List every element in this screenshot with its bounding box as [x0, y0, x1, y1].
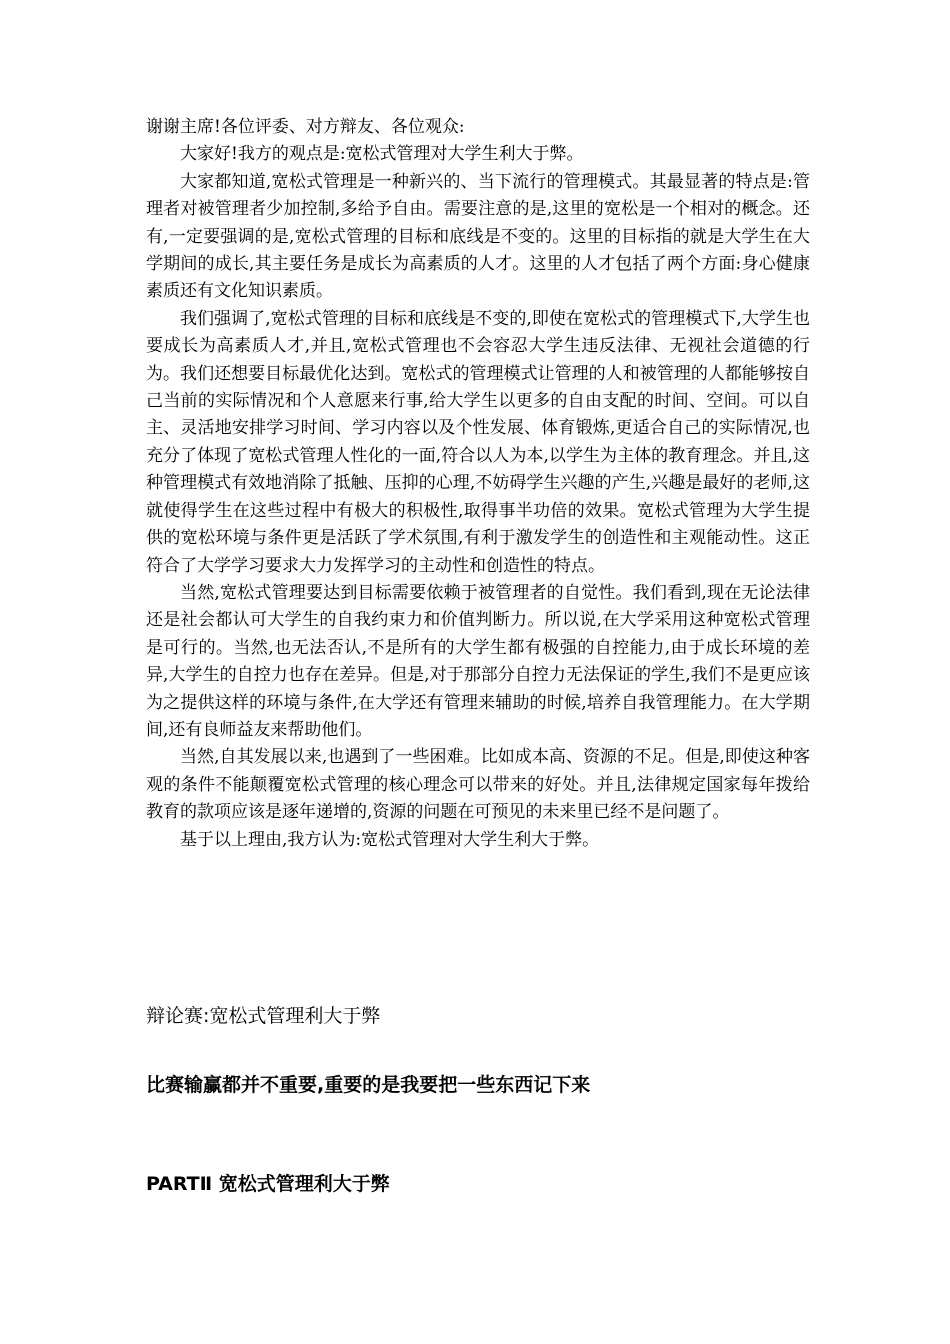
speech-paragraph: 我们强调了,宽松式管理的目标和底线是不变的,即使在宽松式的管理模式下,大学生也要成长为高素质人才,并且,宽松式管理也不会容忍大学生违反法律、无视社会道德的行为。我们还想要目标最优化达到。宽松式的管理模式让管理的人和被管理的人都能够按自己当前的实际情况和个人意愿来行事,给大学生以更多的自由支配的时间、空间。可以自主、灵活地安排学习时间、学习内容以及个性发展、体育锻炼,更适合自己的实际情况,也充分了体现了宽松式管理人性化的一面,符合以人为本,以学生为主体的教育理念。并且,这种管理模式有效地消除了抵触、压抑的心理,不妨碍学生兴趣的产生,兴趣是最好的老师,这就使得学生在这些过程中有极大的积极性,取得事半功倍的效果。宽松式管理为大学生提供的宽松环境与条件更是活跃了学术氛围,有利于激发学生的创造性和主观能动性。这正符合了大学学习要求大力发挥学习的主动性和创造性的特点。: [146, 308, 810, 576]
section-heading-note: 比赛输赢都并不重要,重要的是我要把一些东西记下来: [146, 1074, 591, 1096]
speech-paragraph: 当然,宽松式管理要达到目标需要依赖于被管理者的自觉性。我们看到,现在无论法律还是社会都认可大学生的自我约束力和价值判断力。所以说,在大学采用这种宽松式管理是可行的。当然,也无法否认,不是所有的大学生都有极强的自控能力,由于成长环境的差异,大学生的自控力也存在差异。但是,对于那部分自控力无法保证的学生,我们不是更应该为之提供这样的环境与条件,在大学还有管理来辅助的时候,培养自我管理能力。在大学期间,还有良师益友来帮助他们。: [146, 582, 810, 740]
speech-paragraph: 大家好!我方的观点是:宽松式管理对大学生利大于弊。: [180, 144, 584, 165]
speech-greeting: 谢谢主席!各位评委、对方辩友、各位观众:: [146, 117, 465, 137]
section-heading-debate: 辩论赛:宽松式管理利大于弊: [146, 1005, 381, 1027]
speech-paragraph: 当然,自其发展以来,也遇到了一些困难。比如成本高、资源的不足。但是,即使这种客观的条件不能颠覆宽松式管理的核心理念可以带来的好处。并且,法律规定国家每年拨给教育的款项应该是逐年递增的,资源的问题在可预见的未来里已经不是问题了。: [146, 747, 810, 823]
section-heading-part-two: PARTⅡ 宽松式管理利大于弊: [146, 1173, 390, 1195]
speech-conclusion: 基于以上理由,我方认为:宽松式管理对大学生利大于弊。: [180, 829, 600, 850]
speech-body: [146, 114, 810, 854]
speech-paragraph: 大家都知道,宽松式管理是一种新兴的、当下流行的管理模式。其最显著的特点是:管理者对被管理者少加控制,多给予自由。需要注意的是,这里的宽松是一个相对的概念。还有,一定要强调的是,宽松式管理的目标和底线是不变的。这里的目标指的就是大学生在大学期间的成长,其主要任务是成长为高素质的人才。这里的人才包括了两个方面:身心健康素质还有文化知识素质。: [146, 171, 810, 302]
